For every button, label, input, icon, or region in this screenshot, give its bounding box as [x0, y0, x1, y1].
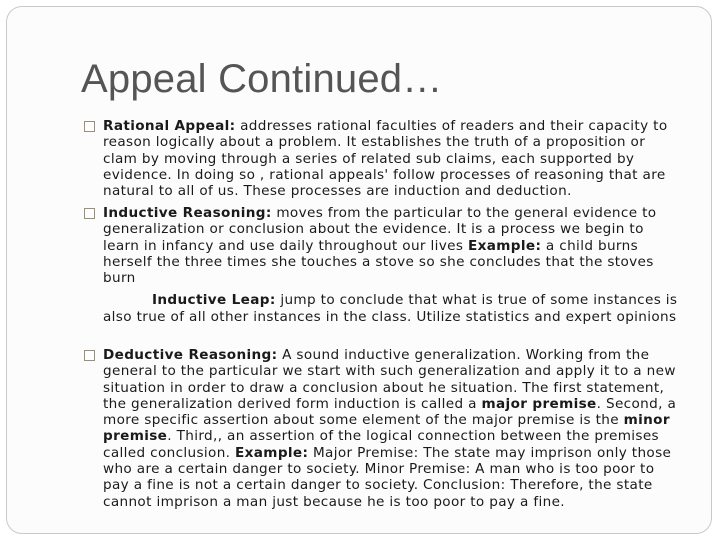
bullet-inductive-reasoning: [85, 205, 681, 325]
bullet-square-icon: [84, 121, 95, 132]
slide-title: Appeal Continued…: [81, 57, 443, 101]
bullet-term: Rational Appeal:: [103, 118, 236, 134]
sub-term: Inductive Leap:: [152, 292, 276, 309]
bullet-square-icon: [84, 208, 95, 219]
bullet-body: A sound inductive generalization. Working from the general to the particular we start with such generalization and apply it to a new situation in order to draw a conclusion about he situation. The first statement, the generalization derived form induction is called a: [103, 347, 676, 412]
sub-text: jump to conclude that what is true of some instances is also true of all other instances in the class. Utilize statistics and expert opinions: [103, 292, 678, 325]
bullet-term: Inductive Reasoning:: [103, 205, 272, 221]
bullet-term: Deductive Reasoning:: [103, 347, 278, 363]
example-text: a child burns herself the three times she touches a stove so she concludes that the stoves burn: [103, 237, 654, 287]
sub-paragraph: [103, 292, 681, 325]
bullet-rational-appeal: [85, 118, 681, 199]
example-label: Example:: [468, 237, 542, 254]
bullet-text: [103, 118, 681, 199]
bullet-text: [103, 205, 681, 286]
bullet-square-icon: [84, 350, 95, 361]
bullet-body: addresses rational faculties of readers and their capacity to reason logically about a problem. It establishes the truth of a proposition or clam by moving through a series of related sub claims, each supported by evidence. In doing so , rational appeals' follow processes of reasoning that are natural to all of us. These processes are induction and deduction.: [103, 118, 668, 200]
bullet-body: moves from the particular to the general evidence to generalization or conclusion about the evidence. It is a process we begin to learn in infancy and use daily throughout our lives: [103, 205, 657, 254]
example-label: Example:: [235, 444, 309, 461]
bullet-deductive-reasoning: [85, 347, 681, 510]
bullet-body-3: . Third,, an assertion of the logical connection between the premises called conclusion.: [103, 428, 659, 461]
minor-premise-term: minor premise: [103, 412, 670, 445]
slide-frame: [6, 6, 712, 534]
major-premise-term: major premise: [481, 395, 597, 412]
example-text: Major Premise: The state may imprison only those who are a certain danger to society. Minor Premise: A man who is too poor to pay a fine is not a certain danger to society. Conclusion: Therefore, the state cannot imprison a man just because he is too poor to pay a fine.: [103, 444, 672, 510]
bullet-body-2: . Second, a more specific assertion about some element of the major premise is the: [103, 395, 677, 429]
bullet-text: [103, 347, 681, 510]
